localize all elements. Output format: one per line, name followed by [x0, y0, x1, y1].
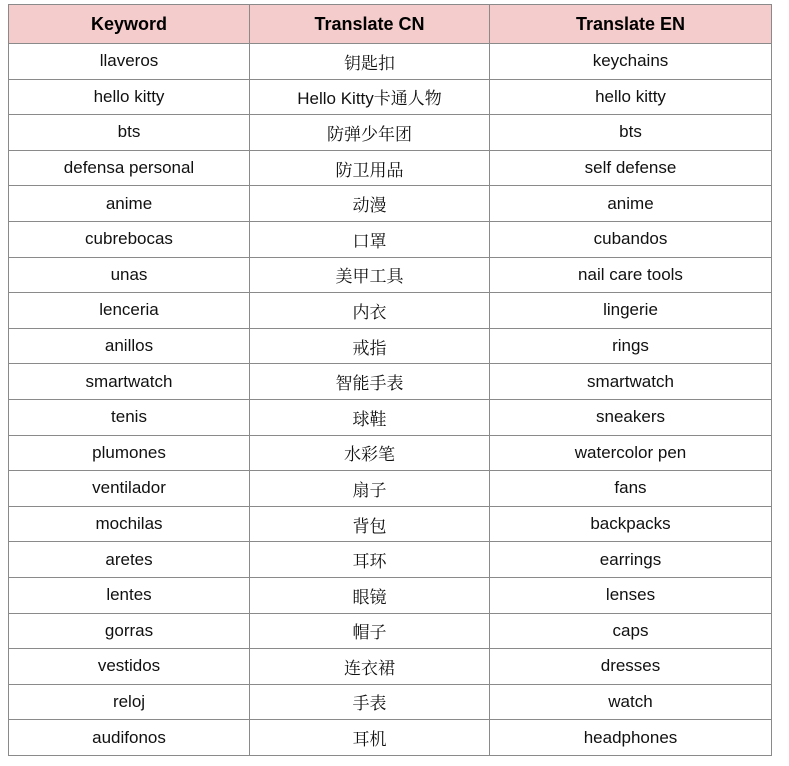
table-row: [9, 364, 772, 400]
cell-translate-en: smartwatch: [490, 364, 772, 400]
cell-translate-cn: 防卫用品: [250, 150, 490, 186]
table-header-row: [9, 5, 772, 44]
cell-translate-cn: 耳机: [250, 720, 490, 756]
cell-keyword: lentes: [9, 577, 250, 613]
cell-keyword: cubrebocas: [9, 221, 250, 257]
table-row: [9, 221, 772, 257]
cell-translate-cn: 防弹少年团: [250, 115, 490, 151]
cell-translate-en: cubandos: [490, 221, 772, 257]
cell-translate-cn: 手表: [250, 684, 490, 720]
cell-translate-en: caps: [490, 613, 772, 649]
cell-keyword: bts: [9, 115, 250, 151]
header-keyword: Keyword: [9, 5, 250, 44]
table-row: [9, 577, 772, 613]
cell-translate-cn: Hello Kitty卡通人物: [250, 79, 490, 115]
cell-translate-cn: 球鞋: [250, 399, 490, 435]
table-row: [9, 257, 772, 293]
cell-keyword: audifonos: [9, 720, 250, 756]
cell-translate-cn: 水彩笔: [250, 435, 490, 471]
cell-keyword: unas: [9, 257, 250, 293]
cell-translate-en: lingerie: [490, 293, 772, 329]
table-row: [9, 649, 772, 685]
table-row: [9, 506, 772, 542]
table-row: [9, 79, 772, 115]
cell-keyword: llaveros: [9, 44, 250, 80]
cell-translate-en: sneakers: [490, 399, 772, 435]
cell-translate-en: watercolor pen: [490, 435, 772, 471]
cell-translate-en: bts: [490, 115, 772, 151]
cell-keyword: aretes: [9, 542, 250, 578]
table-row: [9, 44, 772, 80]
cell-translate-en: dresses: [490, 649, 772, 685]
cell-translate-cn: 连衣裙: [250, 649, 490, 685]
cell-translate-en: headphones: [490, 720, 772, 756]
keyword-table-container: [8, 4, 772, 756]
cell-translate-cn: 耳环: [250, 542, 490, 578]
cell-translate-cn: 眼镜: [250, 577, 490, 613]
cell-translate-en: hello kitty: [490, 79, 772, 115]
cell-translate-cn: 扇子: [250, 471, 490, 507]
cell-keyword: lenceria: [9, 293, 250, 329]
table-row: [9, 720, 772, 756]
table-row: [9, 150, 772, 186]
table-row: [9, 328, 772, 364]
table-row: [9, 399, 772, 435]
cell-translate-en: anime: [490, 186, 772, 222]
cell-keyword: smartwatch: [9, 364, 250, 400]
cell-translate-cn: 戒指: [250, 328, 490, 364]
table-row: [9, 613, 772, 649]
cell-keyword: ventilador: [9, 471, 250, 507]
cell-keyword: gorras: [9, 613, 250, 649]
header-translate-cn: Translate CN: [250, 5, 490, 44]
cell-keyword: reloj: [9, 684, 250, 720]
cell-translate-cn: 智能手表: [250, 364, 490, 400]
cell-keyword: anillos: [9, 328, 250, 364]
cell-translate-cn: 内衣: [250, 293, 490, 329]
cell-translate-cn: 背包: [250, 506, 490, 542]
keyword-translation-table: [8, 4, 772, 756]
cell-translate-en: nail care tools: [490, 257, 772, 293]
cell-keyword: plumones: [9, 435, 250, 471]
table-row: [9, 293, 772, 329]
cell-keyword: tenis: [9, 399, 250, 435]
cell-translate-en: self defense: [490, 150, 772, 186]
cell-keyword: mochilas: [9, 506, 250, 542]
cell-translate-en: fans: [490, 471, 772, 507]
table-row: [9, 186, 772, 222]
table-row: [9, 542, 772, 578]
cell-translate-cn: 美甲工具: [250, 257, 490, 293]
cell-translate-en: lenses: [490, 577, 772, 613]
table-row: [9, 115, 772, 151]
table-row: [9, 471, 772, 507]
cell-keyword: anime: [9, 186, 250, 222]
table-row: [9, 435, 772, 471]
cell-translate-cn: 帽子: [250, 613, 490, 649]
cell-translate-en: watch: [490, 684, 772, 720]
cell-translate-cn: 钥匙扣: [250, 44, 490, 80]
cell-keyword: defensa personal: [9, 150, 250, 186]
cell-translate-cn: 口罩: [250, 221, 490, 257]
cell-translate-en: keychains: [490, 44, 772, 80]
cell-translate-en: earrings: [490, 542, 772, 578]
cell-translate-en: backpacks: [490, 506, 772, 542]
cell-translate-en: rings: [490, 328, 772, 364]
cell-keyword: vestidos: [9, 649, 250, 685]
cell-keyword: hello kitty: [9, 79, 250, 115]
cell-translate-cn: 动漫: [250, 186, 490, 222]
header-translate-en: Translate EN: [490, 5, 772, 44]
table-row: [9, 684, 772, 720]
